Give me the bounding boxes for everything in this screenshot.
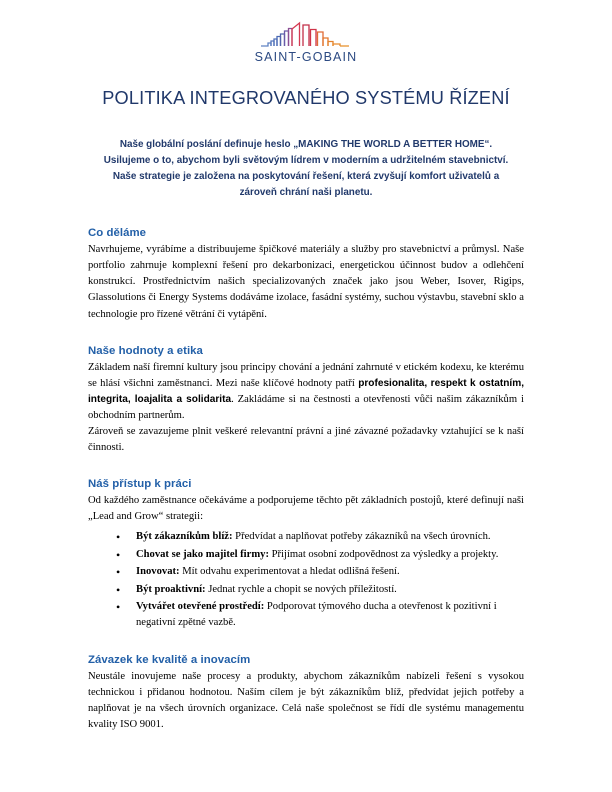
section-heading: Co děláme — [88, 227, 147, 240]
saint-gobain-skyline-logo-icon — [260, 21, 352, 48]
list-item-lead: Vytvářet otevřené prostředí: — [136, 601, 265, 613]
text-run: Zároveň se zavazujeme plnit veškeré relevantní právní a jiné závazné požadavky vztahující se k naší činnosti. — [88, 426, 524, 454]
list-item-lead: Inovovat: — [136, 566, 180, 578]
intro-line: Naše globální poslání definuje heslo „MAKING THE WORLD A BETTER HOME“. — [119, 139, 493, 150]
section-paragraph — [88, 424, 524, 456]
text-run: Základem naší firemní kultury jsou principy chování a jednání zahrnuté v etickém kodexu, ke kterému se hlásí všichni zaměstnanci. Mezi naše klíčové hodnoty patří — [88, 361, 524, 389]
bullet-icon: • — [116, 547, 121, 562]
section-heading: Náš přístup k práci — [88, 478, 192, 491]
document-body — [88, 227, 524, 733]
section-zavazek-ke-kvalite — [88, 654, 524, 733]
section-paragraph — [88, 493, 524, 525]
section-paragraph — [88, 360, 524, 424]
bullet-icon: • — [116, 600, 121, 615]
section-heading: Naše hodnoty a etika — [88, 344, 203, 357]
list-item — [116, 547, 524, 563]
section-nas-pristup-k-praci — [88, 478, 524, 632]
list-item-lead: Chovat se jako majitel firmy: — [136, 548, 269, 560]
bullet-icon: • — [116, 530, 121, 545]
list-item-text: Předvídat a naplňovat potřeby zákazníků na všech úrovních. — [232, 531, 491, 543]
list-item-text: Přijímat osobní zodpovědnost za výsledky a projekty. — [268, 548, 499, 560]
intro-statement — [70, 137, 542, 201]
page-title: POLITIKA INTEGROVANÉHO SYSTÉMU ŘÍZENÍ — [102, 88, 510, 108]
list-item — [116, 529, 524, 545]
text-run: Navrhujeme, vyrábíme a distribuujeme špičkové materiály a služby pro stavebnictví a průmysl. Naše portfolio zahrnuje komplexní řešení pro dekarbonizaci, energetickou účinnost budov a odlehčení konstrukcí. Prostřednictvím našich specializovaných značek jako jsou Weber, Isover, Rigips, Glassolutions či Energy Systems dodáváme izolace, fasádní systémy, suchou výstavbu, stavební sklo a technologie pro řízené větrání či vytápění. — [88, 244, 524, 320]
list-item-text: Podporovat týmového ducha a otevřenost k pozitivní i negativní zpětné vazbě. — [136, 601, 497, 629]
section-heading: Závazek ke kvalitě a inovacím — [88, 653, 251, 666]
section-nase-hodnoty-a-etika — [88, 345, 524, 457]
intro-line: zároveň chrání naši planetu. — [239, 187, 373, 199]
intro-line: Naše strategie je založena na poskytování řešení, která zvyšují komfort uživatelů a — [112, 171, 500, 183]
text-run: Od každého zaměstnance očekáváme a podporujeme těchto pět základních postojů, které definují naši „Lead and Grow“ strategii: — [88, 495, 524, 523]
list-item-lead: Být zákazníkům blíž: — [136, 531, 233, 543]
section-co-delame — [88, 227, 524, 322]
company-logo — [0, 0, 612, 64]
section-paragraph — [88, 242, 524, 322]
text-run-bold-values: profesionalita, respekt k ostatním, integrita, loajalita a solidarita — [88, 377, 524, 405]
text-run: . Zakládáme si na čestnosti a otevřenosti vůči našim zákazníkům i obchodním partnerům. — [88, 393, 524, 421]
bullet-icon: • — [116, 582, 121, 597]
text-run: Neustále inovujeme naše procesy a produkty, abychom zákazníkům nabízeli řešení s vysokou technickou i přidanou hodnotou. Naším cílem je být zákazníkům blíž, předvídat jejich potřeby a naplňovat je na všech úrovních organizace. Celá naše společnost se řídí dle systému managementu kvality ISO 9001. — [88, 670, 524, 731]
list-item — [116, 564, 524, 580]
lead-and-grow-list — [88, 529, 524, 631]
section-paragraph — [88, 669, 524, 733]
list-item — [116, 582, 524, 598]
list-item-text: Mít odvahu experimentovat a hledat odlišná řešení. — [179, 566, 400, 578]
logo-wordmark: SAINT-GOBAIN — [254, 50, 358, 64]
list-item — [116, 599, 524, 632]
intro-line: Usilujeme o to, abychom byli světovým lídrem v moderním a udržitelném stavebnictví. — [103, 155, 509, 167]
bullet-icon: • — [116, 565, 121, 580]
list-item-text: Jednat rychle a chopit se nových příležitostí. — [205, 583, 397, 595]
list-item-lead: Být proaktivní: — [136, 583, 206, 595]
